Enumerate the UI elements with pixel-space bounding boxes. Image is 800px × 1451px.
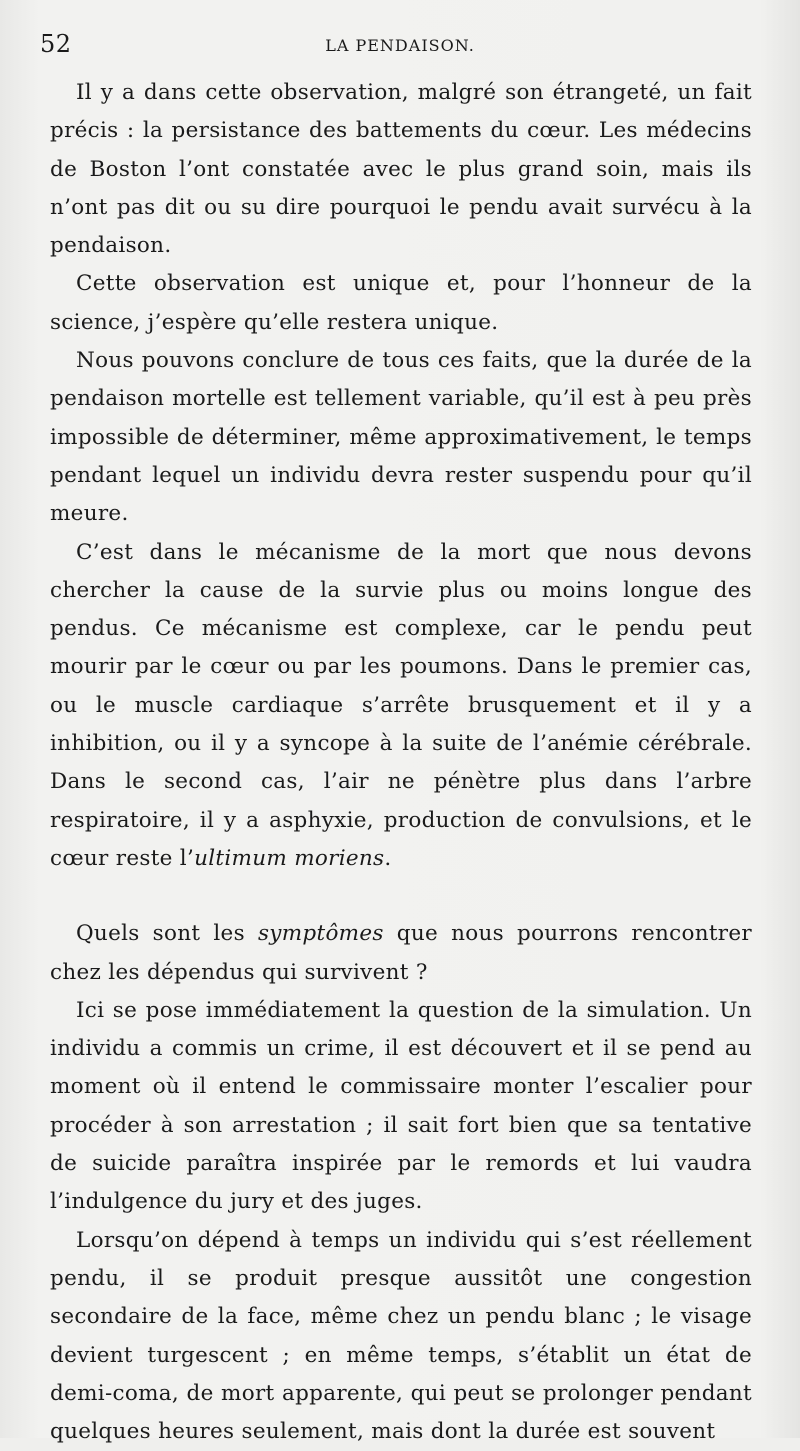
paragraph-3: Nous pouvons conclure de tous ces faits, que la durée de la pendaison mortelle est tellement variable, qu’il est à peu près impossible de déterminer, même approximativement, le temps pendant lequel un individu devra rester suspendu pour qu’il meure. xyxy=(50,348,752,527)
paragraph-5 xyxy=(50,915,752,992)
paragraph-4-text: C’est dans le mécanisme de la mort que nous devons chercher la cause de la survie plus ou moins longue des pendus. Ce mécanisme est complexe, car le pendu peut mourir par le cœur ou par les poumons. Dans le premier cas, ou le muscle cardiaque s’arrête brusquement et il y a inhibition, ou il y a syncope à la suite de l’anémie cérébrale. Dans le second cas, l’air ne pénètre plus dans l’arbre respiratoire, il y a asphyxie, production de convulsions, et le cœur reste l’ xyxy=(50,539,752,871)
paragraph-7: Lorsqu’on dépend à temps un individu qui s’est réellement pendu, il se produit presque aussitôt une congestion secondaire de la face, même chez un pendu blanc ; le visage devient turgescent ; en même temps, s’établit un état de demi-coma, de mort apparente, qui peut se prolonger pendant quelques heures seulement, mais dont la durée est souvent xyxy=(50,1227,752,1445)
page-number: 52 xyxy=(40,30,72,58)
paragraph-5-italic-word: symptômes xyxy=(257,921,384,947)
paragraph-2: Cette observation est unique et, pour l’honneur de la science, j’espère qu’elle restera unique. xyxy=(50,271,752,335)
paragraph-4 xyxy=(50,534,752,879)
paragraph-6: Ici se pose immédiatement la question de la simulation. Un individu a commis un crime, il est découvert et il se pend au moment où il entend le commissaire monter l’escalier pour procéder à son arrestation ; il sait fort bien que sa tentative de suicide paraîtra inspirée par le remords et lui vaudra l’indulgence du jury et des juges. xyxy=(50,997,752,1215)
paragraph-5-end: que nous pourrons rencontrer chez les dépendus qui survivent ? xyxy=(50,921,752,985)
paragraph-4-end: . xyxy=(384,845,392,871)
paragraph-5-start: Quels sont les xyxy=(76,921,258,947)
paragraph-1: Il y a dans cette observation, malgré son étrangeté, un fait précis : la persistance des battements du cœur. Les médecins de Boston l’ont constatée avec le plus grand soin, mais ils n’ont pas dit ou su dire pourquoi le pendu avait survécu à la pendaison. xyxy=(50,80,752,259)
running-title: LA PENDAISON. xyxy=(325,36,475,55)
page-header xyxy=(40,30,760,60)
body-text xyxy=(50,74,752,1451)
paragraph-4-italic-phrase: ultimum moriens xyxy=(194,845,385,871)
